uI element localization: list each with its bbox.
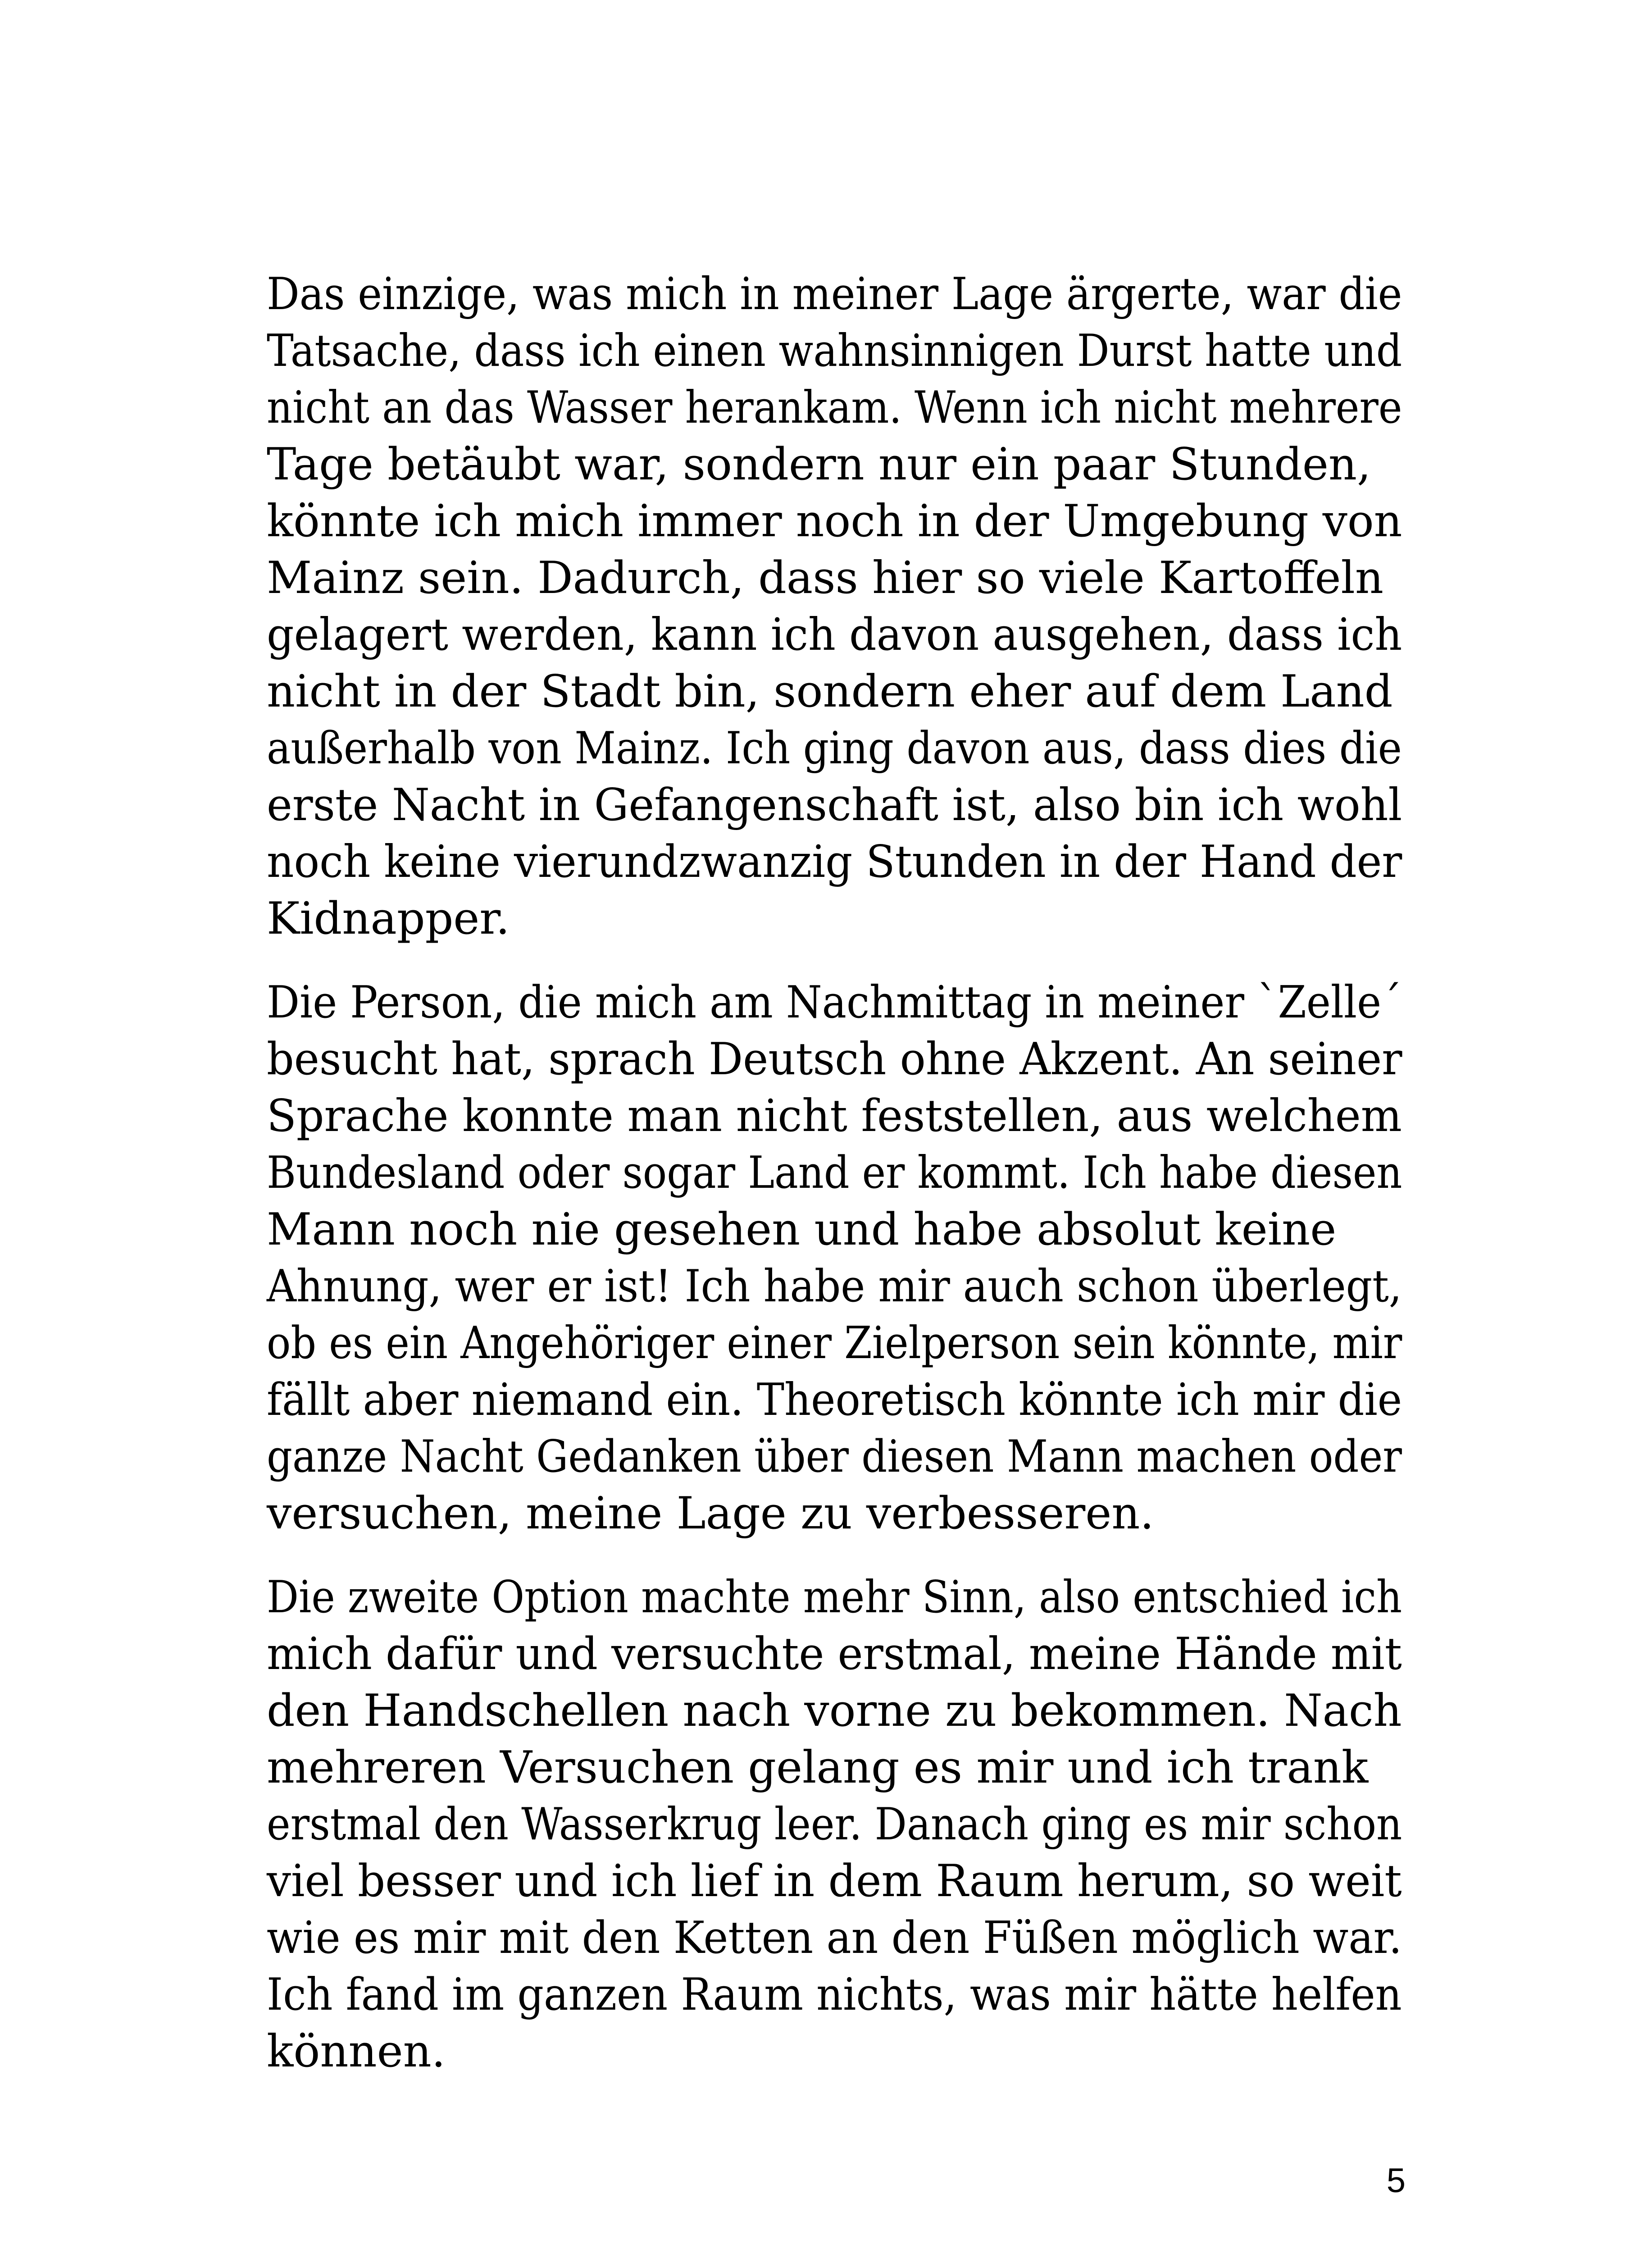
text-line: ob es ein Angehöriger einer Zielperson sein könnte, mir xyxy=(267,1318,1402,1369)
paragraph-1 xyxy=(267,266,1402,947)
text-line: Tage betäubt war, sondern nur ein paar Stunden, xyxy=(267,439,1371,490)
text-line: gelagert werden, kann ich davon ausgehen, dass ich xyxy=(267,609,1402,661)
text-line: Bundesland oder sogar Land er kommt. Ich habe diesen xyxy=(267,1147,1402,1199)
paragraph-2 xyxy=(267,974,1402,1542)
text-line: außerhalb von Mainz. Ich ging davon aus, dass dies die xyxy=(267,723,1402,774)
text-line: können. xyxy=(267,2026,446,2077)
text-line: Ahnung, wer er ist! Ich habe mir auch schon überlegt, xyxy=(267,1261,1402,1312)
page-number: 5 xyxy=(1386,2162,1406,2200)
text-line: mich dafür und versuchte erstmal, meine Hände mit xyxy=(267,1628,1402,1680)
text-line: nicht an das Wasser herankam. Wenn ich nicht mehrere xyxy=(267,382,1402,433)
text-line: besucht hat, sprach Deutsch ohne Akzent. An seiner xyxy=(267,1034,1402,1085)
body-text xyxy=(267,266,1402,2107)
text-line: den Handschellen nach vorne zu bekommen. Nach xyxy=(267,1685,1402,1737)
text-line: Tatsache, dass ich einen wahnsinnigen Durst hatte und xyxy=(267,325,1402,377)
text-line: Kidnapper. xyxy=(267,893,510,944)
text-line: nicht in der Stadt bin, sondern eher auf dem Land xyxy=(267,666,1393,717)
text-line: fällt aber niemand ein. Theoretisch könnte ich mir die xyxy=(267,1374,1402,1426)
text-line: Sprache konnte man nicht feststellen, aus welchem xyxy=(267,1090,1402,1142)
text-line: wie es mir mit den Ketten an den Füßen möglich war. xyxy=(267,1912,1402,1964)
text-line: viel besser und ich lief in dem Raum herum, so weit xyxy=(267,1856,1402,1907)
text-line: erste Nacht in Gefangenschaft ist, also bin ich wohl xyxy=(267,780,1402,831)
text-line: noch keine vierundzwanzig Stunden in der Hand der xyxy=(267,836,1402,888)
text-line: Ich fand im ganzen Raum nichts, was mir hätte helfen xyxy=(267,1969,1402,2020)
paragraph-3 xyxy=(267,1569,1402,2080)
text-line: erstmal den Wasserkrug leer. Danach ging es mir schon xyxy=(267,1799,1402,1850)
text-line: ganze Nacht Gedanken über diesen Mann machen oder xyxy=(267,1431,1402,1482)
text-line: Die zweite Option machte mehr Sinn, also entschied ich xyxy=(267,1572,1402,1623)
text-line: mehreren Versuchen gelang es mir und ich trank xyxy=(267,1742,1369,1793)
text-line: versuchen, meine Lage zu verbesseren. xyxy=(267,1488,1154,1539)
text-line: Die Person, die mich am Nachmittag in meiner `Zelle´ xyxy=(267,977,1402,1028)
text-line: Das einzige, was mich in meiner Lage ärgerte, war die xyxy=(267,269,1402,320)
text-line: Mainz sein. Dadurch, dass hier so viele Kartoffeln xyxy=(267,552,1383,604)
text-line: könnte ich mich immer noch in der Umgebung von xyxy=(267,496,1402,547)
text-line: Mann noch nie gesehen und habe absolut keine xyxy=(267,1204,1337,1255)
